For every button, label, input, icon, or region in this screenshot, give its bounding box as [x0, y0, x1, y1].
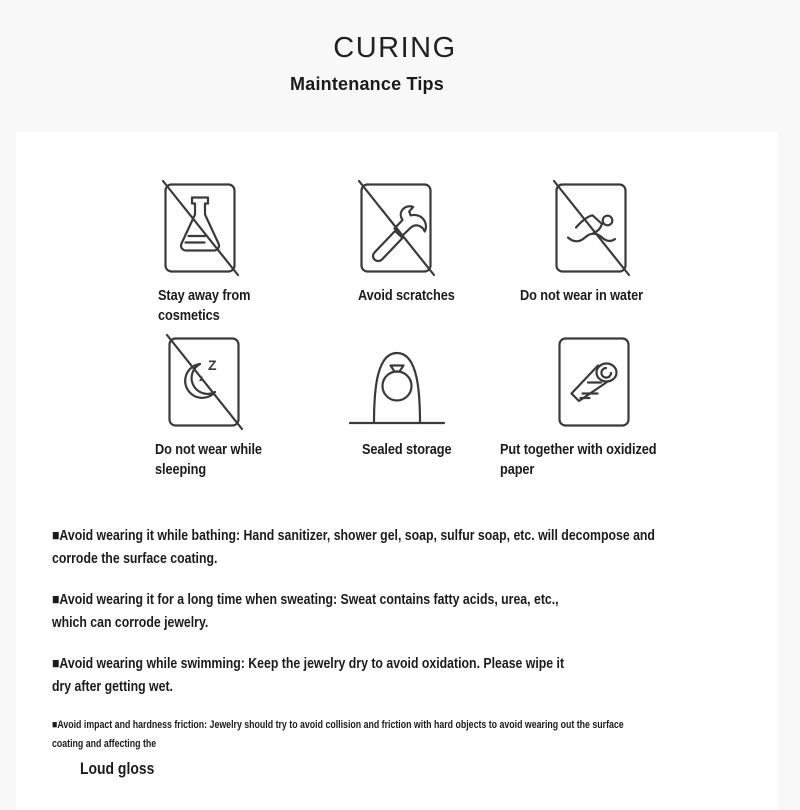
content-card — [16, 132, 778, 810]
note-paragraph-swimming — [52, 652, 778, 698]
tip-label-line: Put together with oxidized — [500, 441, 657, 458]
tip-label-line: cosmetics — [158, 307, 220, 324]
note-line: ■Avoid wearing it for a long time when sweating: Sweat contains fatty acids, urea, etc., — [52, 591, 559, 608]
tip-label — [158, 286, 345, 326]
no-cosmetics-flask-icon — [164, 183, 345, 273]
no-hammer-scratch-icon — [360, 183, 500, 273]
sealed-storage-ring-dome-icon — [345, 337, 500, 427]
note-line: dry after getting wet. — [52, 678, 173, 695]
tip-item-storage — [345, 337, 500, 480]
tip-label-line: Do not wear while — [155, 441, 262, 458]
tip-label — [362, 440, 500, 460]
oxidized-paper-roll-icon — [558, 337, 740, 427]
tip-label-line: Do not wear in water — [520, 287, 643, 304]
tip-item-cosmetics — [150, 183, 345, 326]
note-paragraph-impact — [52, 716, 778, 754]
no-swimming-icon — [555, 183, 740, 273]
tip-label-line: Avoid scratches — [358, 287, 455, 304]
svg-text:z: z — [199, 374, 203, 383]
no-sleeping-moon-icon — [168, 337, 345, 427]
page-header — [0, 32, 800, 95]
tip-label — [358, 286, 500, 306]
tip-item-paper — [500, 337, 740, 480]
note-line: which can corrode jewelry. — [52, 614, 209, 631]
tip-item-sleeping — [150, 337, 345, 480]
tip-label-line: paper — [500, 461, 535, 478]
tips-grid — [150, 183, 740, 480]
tip-label — [520, 286, 740, 306]
tip-item-scratches — [345, 183, 500, 326]
tip-label — [155, 440, 345, 480]
tip-label-line: sleeping — [155, 461, 207, 478]
page-title: CURING — [333, 32, 457, 64]
svg-text:Z: Z — [208, 357, 217, 373]
note-line: coating and affecting the — [52, 738, 157, 750]
note-line: ■Avoid wearing it while bathing: Hand sanitizer, shower gel, soap, sulfur soap, etc. will decompose and — [52, 527, 655, 544]
page-subtitle: Maintenance Tips — [290, 74, 444, 94]
tip-label-line: Sealed storage — [362, 441, 452, 458]
note-paragraph-bathing — [52, 524, 778, 570]
note-line: ■Avoid impact and hardness friction: Jewelry should try to avoid collision and friction with hard objects to avoid wearing out the surface — [52, 719, 624, 731]
finish-emphasis-text: Loud gloss — [80, 759, 155, 778]
tip-item-water — [500, 183, 740, 326]
note-paragraph-sweating — [52, 588, 778, 634]
note-line: corrode the surface coating. — [52, 550, 218, 567]
note-line: ■Avoid wearing while swimming: Keep the jewelry dry to avoid oxidation. Please wipe it — [52, 655, 565, 672]
care-notes — [52, 524, 778, 780]
tip-label — [500, 440, 740, 480]
tip-label-line: Stay away from — [158, 287, 251, 304]
